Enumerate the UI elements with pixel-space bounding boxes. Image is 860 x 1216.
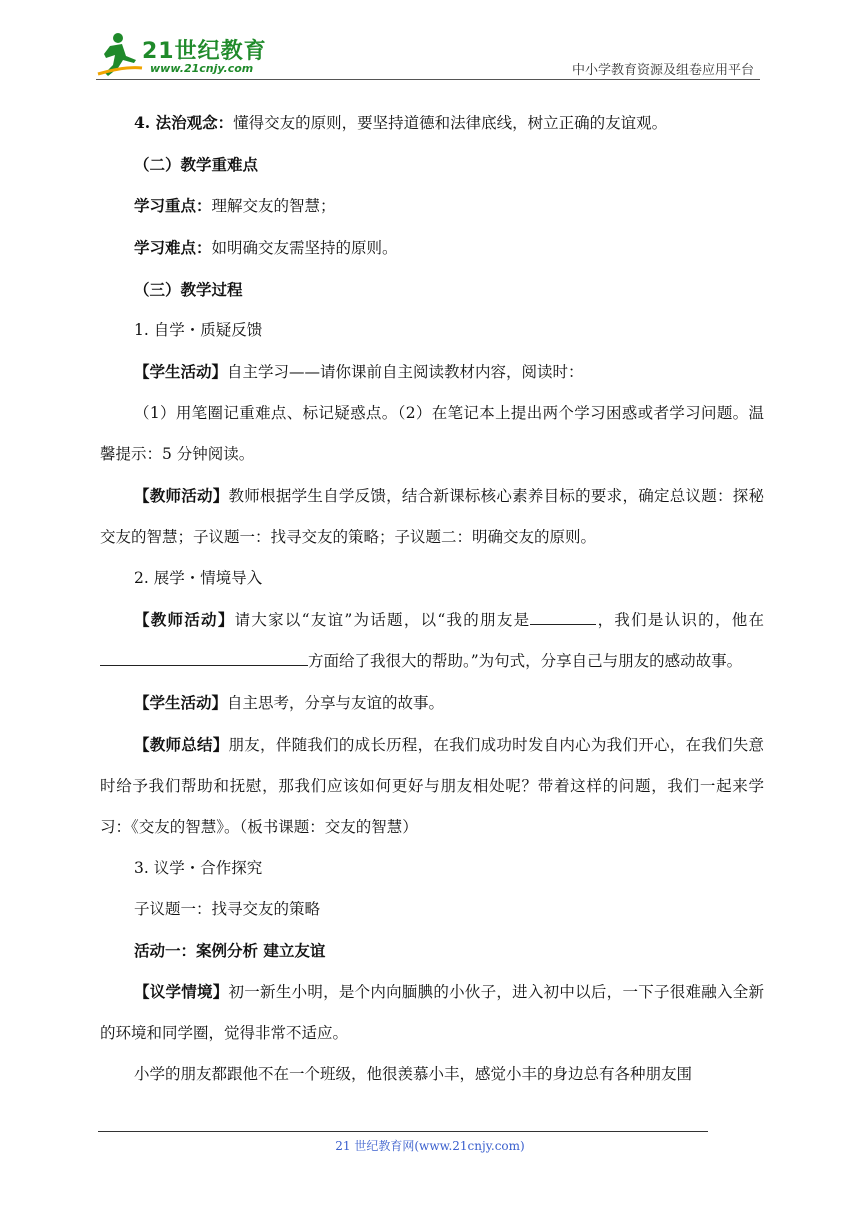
scene-label: 【议学情境】 [134,982,229,1001]
header-divider [96,79,760,80]
paragraph-s1-teacher [100,475,764,558]
s2-teacher-text-a: 请大家以“友谊”为话题，以“我的朋友是 [234,611,531,629]
sub-topic-1: 子议题一：找寻交友的策略 [134,900,321,918]
s1-activity-label: 【学生活动】 [134,362,228,381]
footer-divider [98,1131,708,1132]
difficulty-text: 如明确交友需坚持的原则。 [211,239,398,257]
s1-teacher-text: 教师根据学生自学反馈，结合新课标核心素养目标的要求，确定总议题：探秘交友的智慧；子议题一：找寻交友的策略；子议题二：明确交友的原则。 [100,487,764,546]
footer-text: 21 世纪教育网(www.21cnjy.com) [335,1139,525,1153]
s2-teacher-text-c: 方面给了我很大的帮助。”为句式，分享自己与朋友的感动故事。 [308,652,743,670]
paragraph-s2-student [100,682,764,724]
s2-summary-text: 朋友，伴随我们的成长历程，在我们成功时发自内心为我们开心，在我们失意时给予我们帮助和抚慰，那我们应该如何更好与朋友相处呢？带着这样的问题，我们一起来学习：《交友的智慧》。（板书课题：交友的智慧） [100,736,764,836]
heading-2: （二）教学重难点 [134,155,259,174]
s1-activity-text: 自主学习——请你课前自主阅读教材内容，阅读时： [227,363,584,381]
paragraph-s2-summary [100,724,764,848]
section-2-title: 2. 展学・情境导入 [134,569,263,587]
fill-blank-1 [530,610,596,625]
s2-teacher-text-b: ，我们是认识的，他在 [596,611,764,629]
s2-summary-label: 【教师总结】 [134,735,229,754]
paragraph-s1-activity [100,351,764,393]
platform-name: 中小学教育资源及组卷应用平台 [571,63,754,78]
s1-teacher-label: 【教师活动】 [134,486,229,505]
paragraph-l1 [100,102,764,144]
activity-1: 活动一：案例分析 建立友谊 [134,941,326,960]
logo-text: 21世纪教育 [142,39,267,64]
s2-student-text: 自主思考，分享与友谊的故事。 [227,694,445,712]
heading-3: （三）教学过程 [134,280,243,299]
fill-blank-2 [100,651,308,666]
logo-url: www.21cnjy.com [150,62,254,75]
l1-label: 4. 法治观念： [134,113,234,132]
section-1-title: 1. 自学・质疑反馈 [134,321,263,339]
section-3-title: 3. 议学・合作探究 [134,859,263,877]
focus-label: 学习重点： [134,196,212,215]
paragraph-difficulty [100,227,764,269]
difficulty-label: 学习难点： [134,238,212,257]
document-body [100,102,764,1095]
paragraph-s2-teacher [100,599,764,682]
paragraph-scene [100,971,764,1054]
paragraph-focus [100,185,764,227]
s2-teacher-label: 【教师活动】 [134,610,235,629]
focus-text: 理解交友的智慧； [211,197,336,215]
paragraph-s1-list: （1）用笔圈记重难点、标记疑惑点。（2）在笔记本上提出两个学习困惑或者学习问题。温馨提示：5 分钟阅读。 [100,404,764,463]
s2-student-label: 【学生活动】 [134,693,228,712]
page-header [0,0,860,90]
scene-text: 初一新生小明，是个内向腼腆的小伙子，进入初中以后，一下子很难融入全新的环境和同学圈，觉得非常不适应。 [100,983,764,1042]
l1-text: 懂得交友的原则，要坚持道德和法律底线，树立正确的友谊观。 [233,114,668,132]
paragraph-last: 小学的朋友都跟他不在一个班级，他很羡慕小丰，感觉小丰的身边总有各种朋友围 [134,1065,693,1083]
